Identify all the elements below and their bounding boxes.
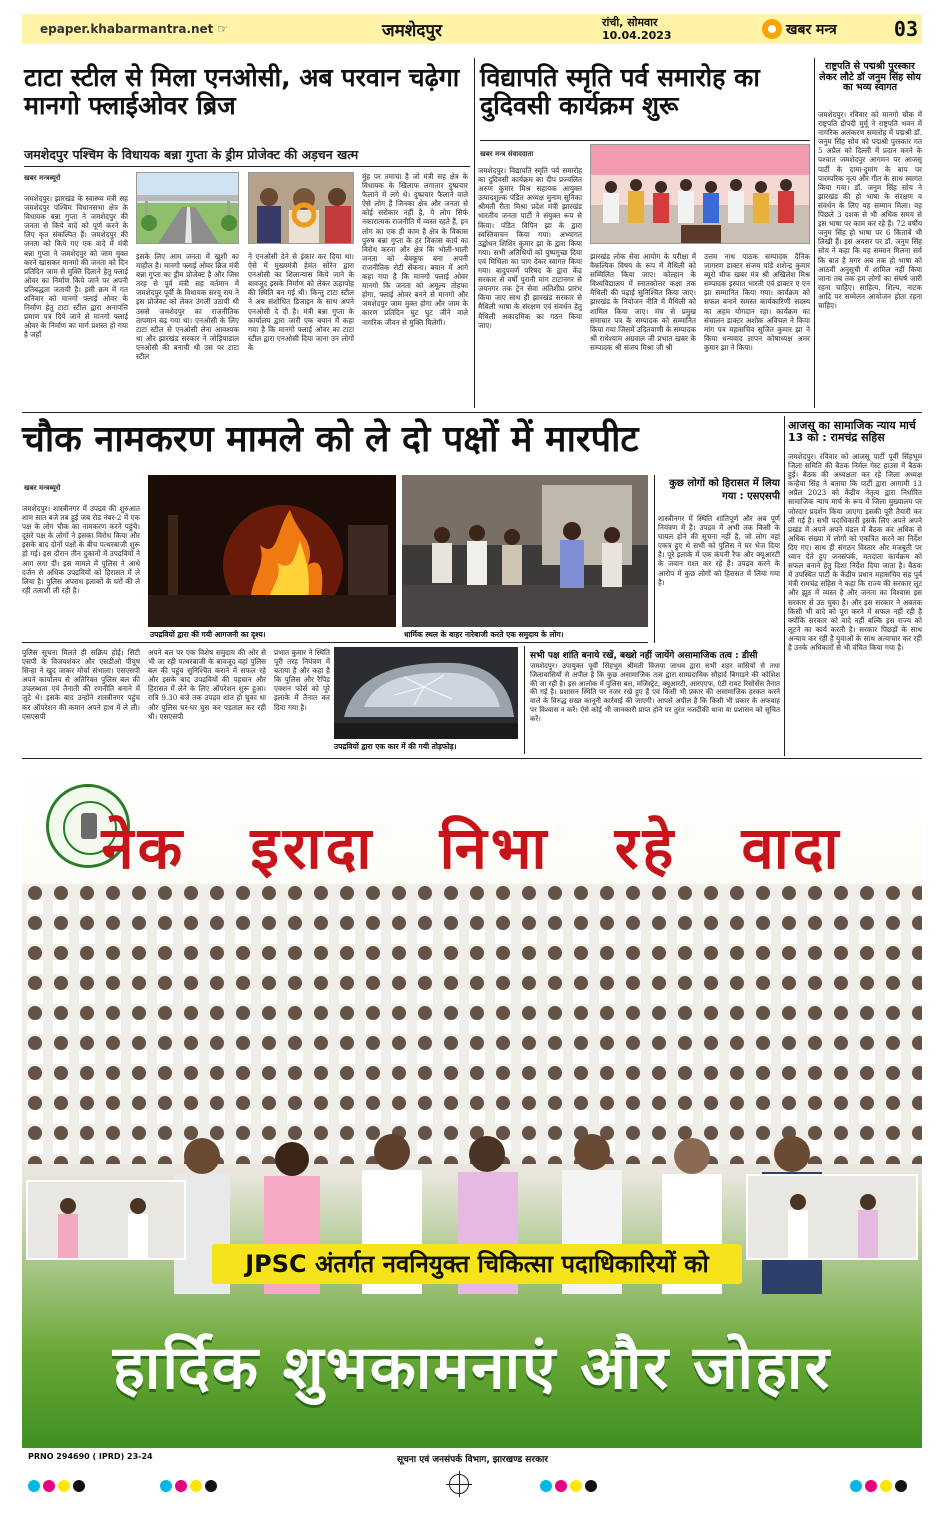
story4-col1b: पुलिस सूचना मिलते ही सक्रिय होई। सिटी एसपी के विजयशंकर और एसडीओ पीयूष सिन्हा ने खुद जाकर मोर्चा संभाला। एसएसपी अपने कार्यालय से अतिरिक्त पुलिस बल की उपलब्धता एवं तैनाती की रणनीति बनाने में जुटे थे। इसके बाद उन्होंने शास्त्रीनगर पहुंच कर ऑपरेशन की कमान अपने हाथ में ले ली। एसएसपी [22, 648, 140, 721]
pointer-icon: ☞ [217, 22, 229, 36]
section-rule-2 [22, 642, 648, 643]
magenta-dot-icon [43, 1480, 55, 1492]
inset-photo-right [746, 1174, 918, 1260]
story3-text: जमशेदपुर। रविवार को मानगो चौक में राष्ट्रपति द्रौपदी मुर्मू ने राष्ट्रपति भवन में नागरिक अलंकरण समारोह में पद्मश्री डॉ. जनुम सिंह सोय को पद्मश्री पुरस्कार गत 5 अप्रैल को दिल्ली में प्रदान करने के पश्चात जमशेदपुर आगमन पर आजसू पार्टी के दामा-दुमांग के बाप पर पारम्परिक नृत्य और गीत के साथ स्वागत किया गया। डॉ. जनुम सिंह सोय ने झारखंड की हो भाषा के संरक्षण व संवर्धन के लिए यह सम्मान मिला। वह पिछले 3 दशक से भी अधिक समय से इस भाषा पर काम कर रहे हैं। 72 वर्षीय जनुम सिंह हो भाषा पर 6 किताबें भी लिखी हैं। इस अवसर पर डॉ. जनुम सिंह सोय ने कहा कि यह सम्मान मिलना सर्व कि बात है मगर अब तक हो भाषा को आठवीं अनुसूची में शामिल नहीं किया जाना तब तक हम लोगों का संघर्ष जारी रहना चाहिए। साहित्य, शिल्प, नाटक आदि पर सम्मेलन आयोजन होता रहना चाहिए। [818, 110, 922, 310]
ssp-subhead: कुछ लोगों को हिरासत में लिया गया : एसएसपी [669, 478, 780, 502]
yellow-dot-icon [570, 1480, 582, 1492]
story5-headline: आजसू का सामाजिक न्याय मार्च 13 को : रामचंद्र सहिस [788, 419, 916, 445]
story2-headline: विद्यापति स्मृति पर्व समारोह का दुदिवसी कार्यक्रम शुरू [480, 63, 760, 120]
site-url-text[interactable]: epaper.khabarmantra.net [40, 22, 214, 36]
ad-banner: JPSC अंतर्गत नवनियुक्त चिकित्सा पदाधिकारियों को [212, 1244, 742, 1284]
cyan-dot-icon [850, 1480, 862, 1492]
masthead [22, 14, 922, 44]
minister-garland-photo [248, 172, 354, 244]
ad-greeting: हार्दिक शुभकामनाएं और जोहार [113, 1333, 831, 1403]
story2-byline: खबर मन्त्र संवाददाता [480, 150, 534, 158]
site-url[interactable] [22, 22, 229, 36]
column-divider-5 [784, 416, 785, 756]
vidyapati-stage-photo [590, 144, 810, 244]
story1-col1: जमशेदपुर। झारखंड के स्वास्थ्य मंत्री सह जमशेदपुर पश्चिम विधानसभा क्षेत्र के विधायक बन्ना गुप्ता ने जमशेदपुर की जनता से किये वादे को पूर्ण करने के लिए कृत संकल्पित हैं। जमशेदपुर की जनता को किये गए एक वादे में मंत्री बन्ना गुप्ता ने जमशेदपुर को जाम मुक्त करने खासकर मानगो की जनता को दिन प्रतिदिन जाम से मुक्ति दिलाने हेतु फ्लाई ओवर का निर्माण किये जाने पर अपनी प्रतिबद्धता जतायी है। इसी क्रम में गत शनिवार को मानगो फ्लाई ओवर के निर्माण हेतु टाटा स्टील द्वारा अनापत्ति प्रमाण पत्र दिये जाने से मानगो फ्लाई ओवर के निर्माण का मार्ग प्रशस्त हो गया है जहाँ [24, 194, 128, 340]
government-advertisement [22, 764, 922, 1448]
color-registration-mid-right [540, 1478, 597, 1494]
story1-rule [24, 166, 470, 167]
column-divider-4 [524, 646, 525, 754]
story4-col1: जमशेदपुर। शास्त्रीनगर में उपद्रव की शुरुआत शाम सात बजे तब हुई जब रोड नंबर-2 में एक पक्ष के लोग चौक का नामकरण करने पहुंचे। दूसरे पक्ष के लोगों ने इसका विरोध किया और इसके बाद दोनों पक्षों के बीच पत्थरबाजी शुरू हो गई। इस दौरान तीन दुकानों में उपद्रवियों ने आग लगा दी। इस मामले में पुलिस ने आधे दर्जन से अधिक उपद्रवियों को हिरासत में ले लिया है। पुलिस अपराध इलाकों के घरों की ले रही तलाशी ली रही है। [22, 504, 140, 595]
yellow-dot-icon [58, 1480, 70, 1492]
dc-subhead: सभी पक्ष शांति बनाये रखें, बख्शे नहीं जायेंगे असामाजिक तत्व : डीसी [530, 651, 758, 661]
magenta-dot-icon [555, 1480, 567, 1492]
magenta-dot-icon [175, 1480, 187, 1492]
pr-number: PRNO 294690 ( IPRD) 23-24 [28, 1452, 153, 1461]
story1-col4: मुंह पर तमाचा है जो मंत्री सह क्षेत्र के विधायक के खिलाफ लगातार दुष्प्रचार फैलाने में लगे थे। दुष्प्रचार फैलाने वाले ऐसे लोग हैं जिनका क्षेत्र और जनता से कोई सरोकार नहीं है, ये लोग सिर्फ नकारात्मक राजनीति में व्यस्त रहते हैं, इन लोग का एक ही काम है क्षेत्र के विकास पुरुष बन्ना गुप्ता के हर विकास कार्य का विरोध करना और क्षेत्र कि भोली-भाली जनता को बेवकूफ बना अपनी राजनीतिक रोटी सेंकना। बयान में आगे कहा गया है कि मानगो फ्लाई ओवर मानगो कि जनता को अमूल्य तोहफा होगा, फ्लाई ओवर बनने से मानगो और जमशेदपुर जाम मुक्त होगा और जाम के कारण प्रतिदिन घुट घुट जीने वाले नागरिक जीवन से मुक्ति मिलेगी। [362, 172, 468, 327]
story1-col2: इसके लिए आम जनता में खुशी का माहौल है। मानगो फ्लाई ओवर ब्रिज मंत्री बन्ना गुप्ता का ड्रीम प्रोजेक्ट है और जिस तरह से पूर्व मंत्री सह वर्तमान में जमशेदपुर पूर्वी के विधायक सरयू राय ने इस प्रोजेक्ट को लेकर उंगली उठायी थी उससे जमशेदपुर का राजनीतिक तापमान बढ़ गया था। एनओसी के लिए टाटा स्टील से एनओसी लेना आवश्यक था और झारखंड सरकार ने जोड़ियाडाल एनओसी की बनायी थी उस पर टाटा स्टील [136, 252, 239, 362]
damaged-car-photo [334, 647, 518, 739]
color-registration-mid-left [160, 1478, 217, 1494]
color-registration-left [28, 1478, 85, 1494]
page-number: 03 [893, 17, 918, 41]
place-day: रांची, सोमवार [602, 16, 658, 29]
caption-crowd: धार्मिक स्थल के बाहर नारेबाजी करते एक समुदाय के लोग। [404, 630, 564, 639]
crowd-slogan-photo [402, 475, 648, 627]
caption-arson: उपद्रवियों द्वारा की गयी आगजनी का दृश्य। [150, 630, 266, 639]
cyan-dot-icon [540, 1480, 552, 1492]
color-registration-right [850, 1478, 907, 1494]
story2-col2: झारखंड लोक सेवा आयोग के परीक्षा में वैकल्पिक विषय के रूप में मैथिली को सम्मिलित किया जाए। कोल्हान के विश्वविद्यालय में स्नातकोत्तर कक्षा तक मैथिली की पढ़ाई सुनिश्चित किया जाए। झारखंड के नियोजन नीति में मैथिली को शामिल किया जाए। मंच से प्रमुख समाचार पत्र के सम्पादक को सम्मानित किया गया जिसमें उदितवाणी के सम्पादक श्री राधेश्याम अग्रवाल जी प्रभात खबर के सम्पादक श्री संजय मिश्रा जी श्री [590, 252, 696, 352]
caption-car: उपद्रवियों द्वारा एक कार में की गयी तोड़फोड़। [334, 742, 457, 751]
story1-headline: टाटा स्टील से मिला एनओसी, अब परवान चढ़ेगा मानगो फ्लाईओवर ब्रिज [24, 63, 460, 120]
arson-fire-photo [148, 475, 396, 627]
ad-title: नेक इरादा निभा रहे वादा [101, 814, 843, 882]
black-dot-icon [895, 1480, 907, 1492]
section-rule-1 [22, 412, 922, 413]
brand-logo-block [762, 19, 882, 39]
story4-headline: चौक नामकरण मामले को ले दो पक्षों में मारपीट [22, 419, 639, 460]
story5-text: जमशेदपुर। रविवार को आजसू पार्टी पूर्वी सिंहभूम जिला समिति की बैठक निर्मल गेस्ट हाउस में बैठक हुई। बैठक की अध्यक्षता कर रहे जिला अध्यक्ष कन्हैया सिंह ने बताया कि पार्टी द्वारा आगामी 13 अप्रैल 2023 को केंद्रीय नेतृत्व द्वारा निर्धारित सामाजिक न्याय मार्च के रूप में जिला मुख्यालय पर जोरदार प्रदर्शन किया जाएगा इसकी पूरी तैयारी कर ली गई है। सभी पदाधिकारी इसके लिए अपने अपने प्रखंड में अपने अपने मंडल में बैठक कर अधिक से अधिक संख्या में लोगों को एकत्रित करने का निर्देश दिए गए। साथ ही संगठन विस्तार और मजबूती पर ध्यान देते हुए जनसंपर्क, मतदाता कार्यक्रम को सफल बनाने हेतु दिशा निर्देश दिया जाता है। बैठक में उपस्थित पार्टी के केंद्रीय प्रधान महासचिव सह पूर्व मंत्री रामचंद्र सहिस ने कहा कि राज्य की सरकार लूट और झूठ में व्यस्त है और जनता का विश्वास इस सरकार से उठ चुका है। और इस सरकार ने अबतक किसी भी वादे को पूरा करने में सफल नहीं रही है क्योंकि सरकार को वादे नहीं बल्कि इस राज्य को लूटने का कार्य करती है। सरकार पिछड़ों के साथ अन्याय कर रही है युवाओं के साथ अत्याचार कर रही है उनके अधिकारों से भी वंचित किया गया है। [788, 452, 922, 652]
column-divider-1 [474, 58, 475, 408]
cyan-dot-icon [28, 1480, 40, 1492]
black-dot-icon [73, 1480, 85, 1492]
brand-logo-icon [762, 19, 782, 39]
story4-col2: अपने बल पर एक विशेष समुदाय की ओर से भी जा रही पत्थरबाजी के बावजूद वहां पुलिस बल की पहुंच सुनिश्चित कराने में सफल रहे और इसके बाद उपद्रवियों की पहचान और हिरासत में लेने के लिए ऑपरेशन शुरू हुआ। रात्रि 9.30 बजे तक उपद्रव शांत हो चुका था और पुलिस घर-घर घुस कर पड़ताल कर रही थी। एसएसपी [148, 648, 266, 721]
dc-text: जमशेदपुर। उपायुक्त पूर्वी सिंहभूम श्रीमती विजया जाधव द्वारा सभी शहर वासियों से तथा जिलावासियों से अपील है कि कुछ असामाजिक तत्व द्वारा साम्प्रदायिक सौहार्द बिगाड़ने की कोशिश की जा रही है। इस आलोक में पुलिस बल, मजिस्ट्रेट, क्यूआरटी, आरएएफ, एंटी रायट रिसोर्सेस तैनात की गई है। प्रशासन स्थिति पर नजर रखे हुए हैं एवं किसी भी प्रकार की असामाजिक हरकत करने वाले के विरुद्ध सख्त कानूनी कार्रवाई की जाएगी। आपसे अपील है कि किसी भी प्रकार के अफवाह पर विश्वास न करें। ऐसे कोई भी जानकारी प्राप्त होने पर तुरंत नजदीकी थाना या प्रशासन को सूचित करें। [530, 662, 780, 723]
column-divider-3 [654, 475, 655, 643]
story4-byline: खबर मन्त्रब्यूरो [24, 484, 61, 492]
story1-byline: खबर मन्त्रब्यूरो [24, 174, 61, 182]
section-rule-3 [22, 758, 922, 759]
registration-cross-icon [449, 1474, 469, 1494]
department-credit: सूचना एवं जनसंपर्क विभाग, झारखण्ड सरकार [397, 1455, 548, 1465]
story1-subhead: जमशेदपुर पश्चिम के विधायक बन्ना गुप्ता के ड्रीम प्रोजेक्ट की अड़चन खत्म [24, 147, 359, 162]
black-dot-icon [585, 1480, 597, 1492]
yellow-dot-icon [190, 1480, 202, 1492]
story4-col3: प्रभात कुमार ने स्थिति पूरी तरह नियंत्रण में बताया है और कहा है कि पुलिस और रैपिड एक्शन फोर्स को पूरे इलाके में तैनात कर दिया गया है। [274, 648, 330, 712]
yellow-dot-icon [880, 1480, 892, 1492]
story1-col3: ने एनओसी देने से इंकार कर दिया था। ऐसे में मुख्यमंत्री हेमंत सोरेन द्वारा एनओसी का शिलान्यास किये जाने के बावजूद इसके निर्माण को लेकर ऊहापोह की स्थिति बन गई थी। किन्तु टाटा स्टील ने अब संशोधित डिजाइन के साथ अपने एनओसी दे दी है। मंत्री बन्ना गुप्ता के कार्यालय द्वारा जारी एक बयान में कहा गया है कि मानगो फ्लाई ओवर का टाटा स्टील द्वारा एनओसी दिया जाना उन लोगों के [248, 252, 354, 352]
inset-photo-left [26, 1180, 186, 1260]
ssp-text: शास्त्रीनगर में स्थिति शांतिपूर्ण और अब पूर्ण नियंत्रण में है। उपद्रव में अभी तक किसी के घायल होने की सूचना नहीं है, जो लोग वहां एकत्र हुए थे सभी को पुलिस ने घर भेज दिया है। पूरे इलाके में एक कंपनी रैफ और क्यूआरटी के जवान गश्त कर रहे हैं। उपद्रव करने के आरोप में कुछ लोगों को हिरासत में लिया गया है। [658, 514, 780, 587]
story2-rule [480, 140, 810, 141]
date-block [602, 16, 762, 42]
black-dot-icon [205, 1480, 217, 1492]
flyover-render-photo [136, 172, 239, 244]
column-divider-2 [814, 58, 815, 408]
story2-col3: उत्तम नाथ पाठक सम्पादक दैनिक जागरण डाक्टर संजय पांडे शशेन्द्र कुमार ब्यूरो चीफ खबर मंत्र श्री अखिलेश मिश्र सम्पादक इस्पात भारती एवं डाक्टर ए एन झा सम्मानित किया गया। कार्यक्रम को सफल बनाने समस्त कार्यकारिणी सदस्य का अहम योगदान रहा। कार्यक्रम का संचालन डाक्टर अशोक अविचल ने किया मांग पत्र महासचिव सुजित कुमार झा ने किया धन्यवाद ज्ञापन कोषाध्यक्ष अमर कुमार झा ने किया। [704, 252, 810, 352]
issue-date: 10.04.2023 [602, 29, 672, 42]
city-name: जमशेदपुर [382, 20, 442, 41]
cyan-dot-icon [160, 1480, 172, 1492]
story3-headline: राष्ट्रपति से पद्मश्री पुरस्कार लेकर लौटे डॉ जनुम सिंह सोय का भव्य स्वागत [819, 61, 921, 94]
magenta-dot-icon [865, 1480, 877, 1492]
brand-name: खबर मन्त्र [786, 21, 837, 38]
story2-col1: जमशेदपुर। विद्यापति स्मृति पर्व समारोह का दुदिवसी कार्यक्रम का दीप प्रज्वलित अरुण कुमार मिश्र सहायक आयुक्त उत्पादशुल्क पंडित अध्यक्ष मुनाम सुनिका श्रीमती रीता मिश्रा प्रदेश मंत्री झारखंड भारतीय जनता पार्टी ने संयुक्त रूप से किया। पंडित विपिन झा के द्वारा स्वस्तिवाचन किया गया। अभ्यागत उद्बोधन शिशिर कुमार झा के द्वारा किया गया। सभी अतिथियों को पुष्पगुच्छ दिया एवं मिथिला का पाग देकर स्वागत किया गया। बादुपमर्ण परिषद के द्वारा केंद्र सरकार से वर्षों पुरानी मांग टाटानगर से जयनगर तक ट्रेन सेवा अतिशीघ्र प्रारंभ किया जाए साथ ही झारखंड सरकार से मैथिली भाषा के संरक्षण एवं संवर्धन हेतु मैथिली अकादमिक का गठन किया जाए। [478, 166, 582, 330]
